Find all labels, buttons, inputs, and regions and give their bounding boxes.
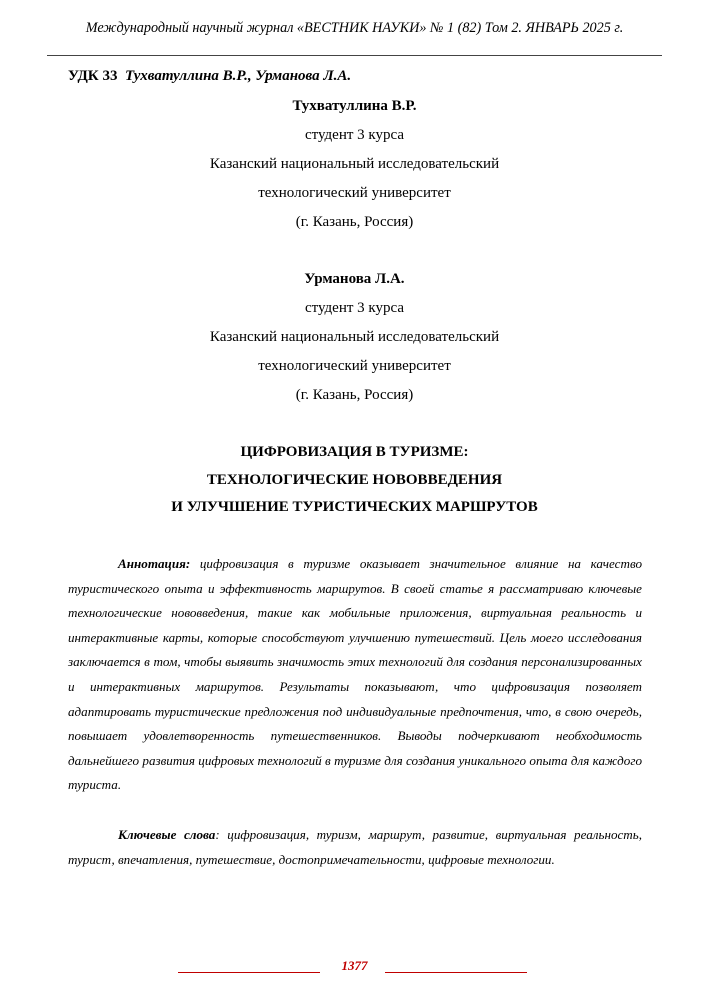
author-position: студент 3 курса: [304, 300, 405, 316]
article-title: [0, 439, 709, 522]
udk-code: УДК 33: [68, 68, 118, 84]
footer-rule-right: [385, 972, 527, 973]
udk-authors: Тухватуллина В.Р., Урманова Л.А.: [124, 68, 352, 84]
abstract: [68, 552, 642, 798]
abstract-label: Аннотация:: [118, 556, 191, 571]
author-affiliation: технологический университет: [258, 185, 451, 201]
author-affiliation: технологический университет: [258, 358, 451, 374]
title-line: И УЛУЧШЕНИЕ ТУРИСТИЧЕСКИХ МАРШРУТОВ: [171, 499, 538, 515]
header-divider: [47, 55, 662, 56]
keywords-separator: :: [215, 827, 220, 842]
author-block-2: [0, 265, 709, 410]
keywords-text: цифровизация, туризм, маршрут, развитие, виртуальная реальность, турист, впечатления, путешествие, достопримечательности, цифровые технологии.: [68, 827, 642, 867]
journal-header: Международный научный журнал «ВЕСТНИК НАУКИ» № 1 (82) Том 2. ЯНВАРЬ 2025 г.: [85, 20, 624, 36]
keywords-label: Ключевые слова: [118, 827, 216, 842]
author-position: студент 3 курса: [304, 127, 405, 143]
keywords: [68, 823, 642, 872]
author-block-1: [0, 92, 709, 237]
author-name: Тухватуллина В.Р.: [292, 98, 417, 114]
title-line: ТЕХНОЛОГИЧЕСКИЕ НОВОВВЕДЕНИЯ: [206, 471, 503, 488]
udk-line: [68, 68, 351, 85]
author-affiliation: Казанский национальный исследовательский: [209, 329, 500, 345]
abstract-text: цифровизация в туризме оказывает значительное влияние на качество туристического опыта и эффективность маршрутов. В своей статье я рассматриваю ключевые технологические нововведения, такие как мобильные приложения, виртуальная реальность и интерактивные карты, которые способствуют улучшению путешествий. Цель моего исследования заключается в том, чтобы выявить значимость этих технологий для создания персонализированных и интерактивных маршрутов. Результаты показывают, что цифровизация позволяет адаптировать туристические предложения под индивидуальные предпочтения, что, в свою очередь, повышает удовлетворенность путешественников. Выводы подчеркивают необходимость дальнейшего развития цифровых технологий в туризме для создания уникального опыта для каждого туриста.: [68, 556, 642, 793]
page-number: 1377: [341, 958, 368, 973]
title-line: ЦИФРОВИЗАЦИЯ В ТУРИЗМЕ:: [240, 444, 469, 460]
author-city: (г. Казань, Россия): [295, 387, 414, 403]
author-city: (г. Казань, Россия): [295, 214, 414, 230]
author-affiliation: Казанский национальный исследовательский: [209, 156, 500, 172]
author-name: Урманова Л.А.: [304, 271, 405, 287]
